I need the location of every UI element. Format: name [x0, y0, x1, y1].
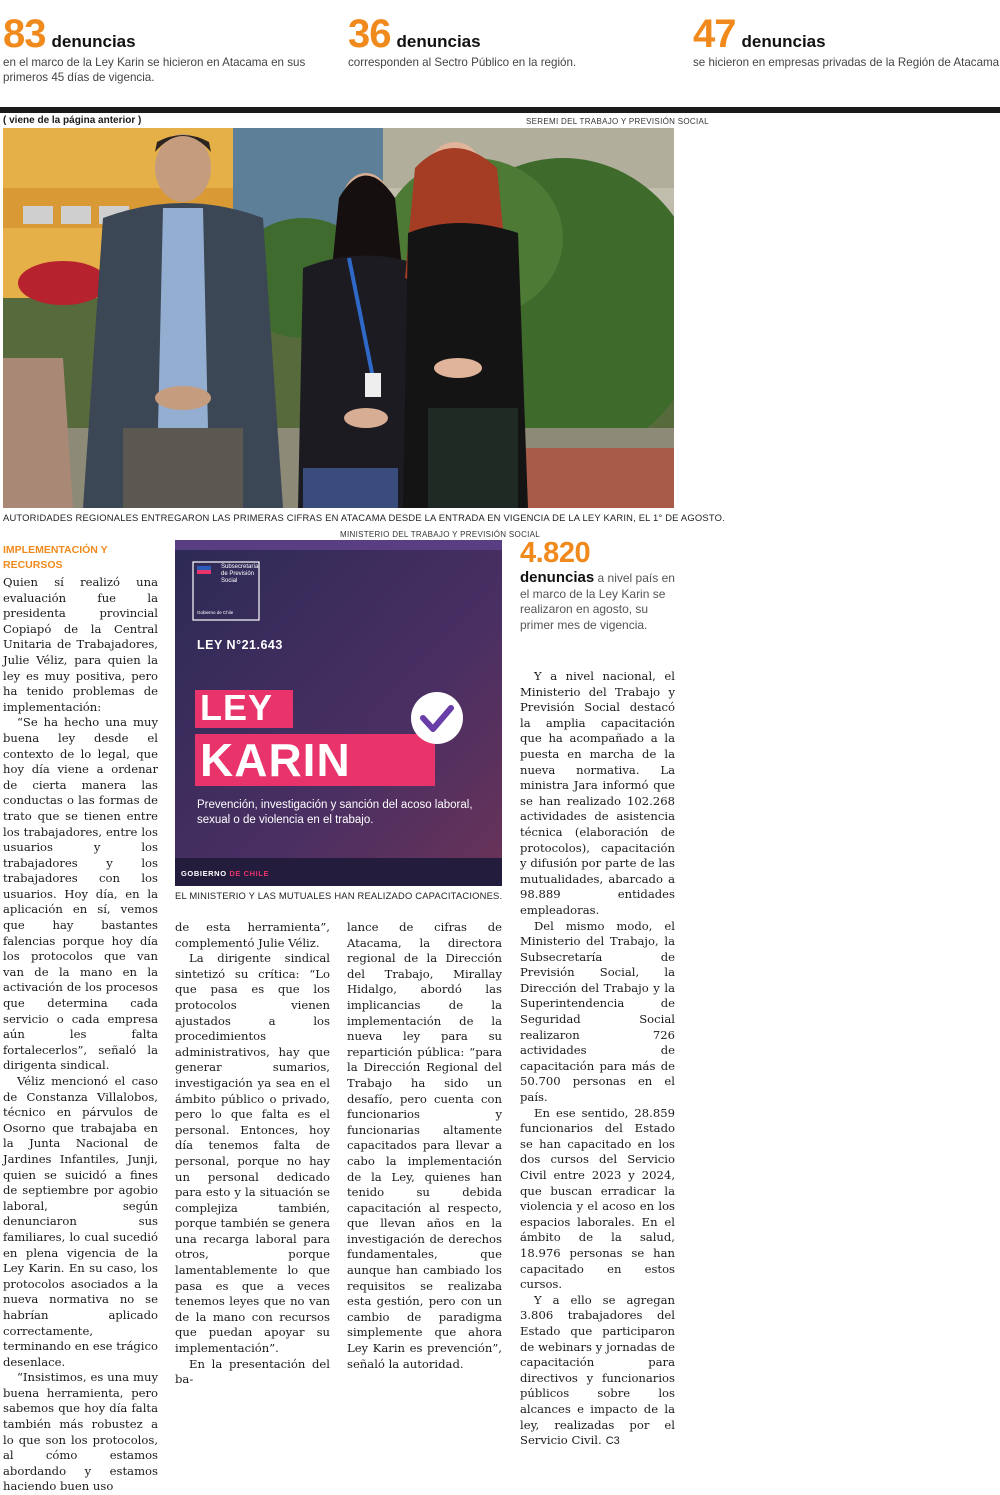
poster-title-ley: LEY	[200, 687, 274, 728]
article-column-3	[347, 920, 502, 1372]
poster-subtitle: Prevención, investigación y sanción del acoso laboral, sexual o de violencia en el trabajo.	[197, 799, 473, 826]
photo-credit: SEREMI DEL TRABAJO Y PREVISIÓN SOCIAL	[526, 117, 709, 126]
paragraph	[520, 1293, 675, 1450]
article-column-4	[520, 669, 675, 1450]
stat-number: 83	[3, 12, 46, 56]
big-stat-text	[520, 570, 680, 633]
stat-47	[693, 14, 1000, 70]
section-divider	[0, 107, 1000, 113]
stat-desc: corresponden al Sectro Público en la región.	[348, 56, 577, 69]
paragraph: Y a nivel nacional, el Ministerio del Trabajo y Previsión Social destacó la amplia capacitación que ha acompañado a la puesta en marcha de la nueva normativa. La ministra Jara informó que se han realizado 102.268 actividades de asistencia técnica (elaboración de protocolos), capacitación y difusión por parte de las mutualidades, abarcado a 98.889 entidades empleadoras.	[520, 669, 675, 917]
kicker: ( viene de la página anterior )	[3, 115, 142, 126]
poster-title-karin: KARIN	[200, 734, 351, 786]
org-line: de Previsión	[221, 571, 255, 577]
gov-label-b: DE CHILE	[229, 869, 270, 878]
stat-unit: denuncias	[741, 32, 826, 51]
stat-number: 47	[693, 12, 736, 56]
photo-caption: AUTORIDADES REGIONALES ENTREGARON LAS PRIMERAS CIFRAS EN ATACAMA DESDE LA ENTRADA EN VIGENCIA DE LA LEY KARIN, EL 1° DE AGOSTO.	[3, 512, 725, 523]
org-line: Subsecretaría	[221, 564, 259, 570]
org-footer: Gobierno de Chile	[197, 610, 234, 615]
paragraph: Quien sí realizó una evaluación fue la presidenta provincial Copiapó de la Central Unitaria de Trabajadores, Julie Véliz, para quien la ley es muy positiva, pero ha tenido problemas de implementación:	[3, 575, 158, 714]
gov-label-a: GOBIERNO	[181, 869, 227, 878]
stat-number: 36	[348, 12, 391, 56]
stat-83	[3, 14, 333, 85]
big-stat-number: 4.820	[520, 537, 591, 569]
paragraph: Del mismo modo, el Ministerio del Trabajo, la Subsecretaría de Previsión Social, la Dirección del Trabajo y la Superintendencia de Seguridad Social realizaron 726 actividades de capacitación para más de 50.700 personas en el país.	[520, 918, 675, 1105]
poster-caption: EL MINISTERIO Y LAS MUTUALES HAN REALIZADO CAPACITACIONES.	[175, 890, 503, 901]
article-column-2	[175, 920, 330, 1388]
paragraph: Véliz mencionó el caso de Constanza Villalobos, técnico en párvulos de Osorno que trabajaba en la Junta Nacional de Jardines Infantiles, Junji, quien se suicidó a fines de septiembre por agobio laboral, según denunciaron sus familiares, lo cual sucedió en plena vigencia de la Ley Karin. En su caso, los protocolos asociados a la nueva normativa no se habrían aplicado correctamente, terminando en ese trágico desenlace.	[3, 1074, 158, 1369]
big-stat	[520, 537, 680, 633]
stat-36	[348, 14, 678, 70]
news-photo	[3, 128, 674, 508]
end-mark: C3	[605, 1435, 620, 1448]
stat-unit: denuncias	[51, 32, 136, 51]
section-subhead: IMPLEMENTACIÓN Y RECURSOS	[3, 544, 108, 571]
article-column-1	[3, 575, 158, 1495]
stat-desc: se hicieron en empresas privadas de la Región de Atacama	[693, 56, 1000, 69]
stat-desc: en el marco de la Ley Karin se hicieron en Atacama en sus primeros 45 días de vigencia.	[3, 56, 306, 84]
ley-karin-poster	[175, 540, 502, 886]
big-stat-unit: denuncias	[520, 569, 595, 586]
org-line: Social	[221, 578, 238, 584]
law-number: LEY N°21.643	[197, 638, 283, 652]
paragraph: “Se ha hecho una muy buena ley desde el contexto de lo legal, que hoy día viene a ordenar de cierta manera las conductas o las formas de trato que se tienen entre los trabajadores, entre los usuarios y los trabajadores y los trabajadores con los usuarios. Hoy día, en la aplicación en sí, vemos que hay bastantes falencias porque hoy día los protocolos que van van de la mano en la activación de los procesos que determina cada servicio o cada empresa aún les falta fortalecerlos”, señaló la dirigenta sindical.	[3, 715, 158, 1073]
paragraph: En ese sentido, 28.859 funcionarios del Estado se han capacitado en los dos cursos del Servicio Civil entre 2023 y 2024, que buscan erradicar la violencia y el acoso en los espacios laborales. En el ámbito de la salud, 18.976 personas se han capacitado en estos cursos.	[520, 1105, 675, 1292]
gov-label	[181, 869, 269, 878]
paragraph: “Insistimos, es una muy buena herramienta, pero sabemos que hoy día falta también más robustez a lo que son los protocolos, al cómo estamos abordando y estamos haciendo buen uso	[3, 1370, 158, 1494]
paragraph: En la presentación del ba-	[175, 1356, 330, 1387]
paragraph: La dirigente sindical sintetizó su crítica: “Lo que pasa es que los protocolos vienen ajustados a los procedimientos administrativos, hay que generar sumarios, investigación ya sea en el ámbito público o privado, pero lo que falta es el personal. Entonces, hoy día tenemos falta de personal, porque no hay un personal dedicado para esto y la situación se complejiza también, porque también se genera una recarga laboral para otros, porque lamentablemente lo que pasa es que a veces tenemos leyes que no van de la mano con recursos que puedan apoyar su implementación”.	[175, 951, 330, 1356]
paragraph: de esta herramienta”, complementó Julie Véliz.	[175, 920, 330, 950]
poster-credit: MINISTERIO DEL TRABAJO Y PREVISIÓN SOCIAL	[340, 530, 541, 539]
big-stat-desc: a nivel país en el marco de la Ley Karin se realizaron en agosto, su primer mes de vigencia.	[520, 571, 675, 632]
stat-unit: denuncias	[396, 32, 481, 51]
paragraph-text: Y a ello se agregan 3.806 trabajadores del Estado que participaron de webinars y jornadas de capacitación para directivos y funcionarios públicos sobre los alcances e impacto de la ley, realizadas por el Servicio Civil.	[520, 1292, 675, 1448]
paragraph: lance de cifras de Atacama, la directora regional de la Dirección del Trabajo, Mirallay Hidalgo, abordó las implicancias de la implementación de la nueva ley para su repartición pública: “para la Dirección Regional del Trabajo ha sido un desafío, pero cuenta con funcionarios y funcionarias altamente capacitados para llevar a cabo la implementación de la Ley, quienes han tenido su debida capacitación al respecto, que llevan años en la investigación de derechos fundamentales, que aunque han cambiado los requisitos se realizaba esta gestión, pero con un cambio de paradigma simplemente que ahora Ley Karin es prevención”, señaló la autoridad.	[347, 920, 502, 1371]
